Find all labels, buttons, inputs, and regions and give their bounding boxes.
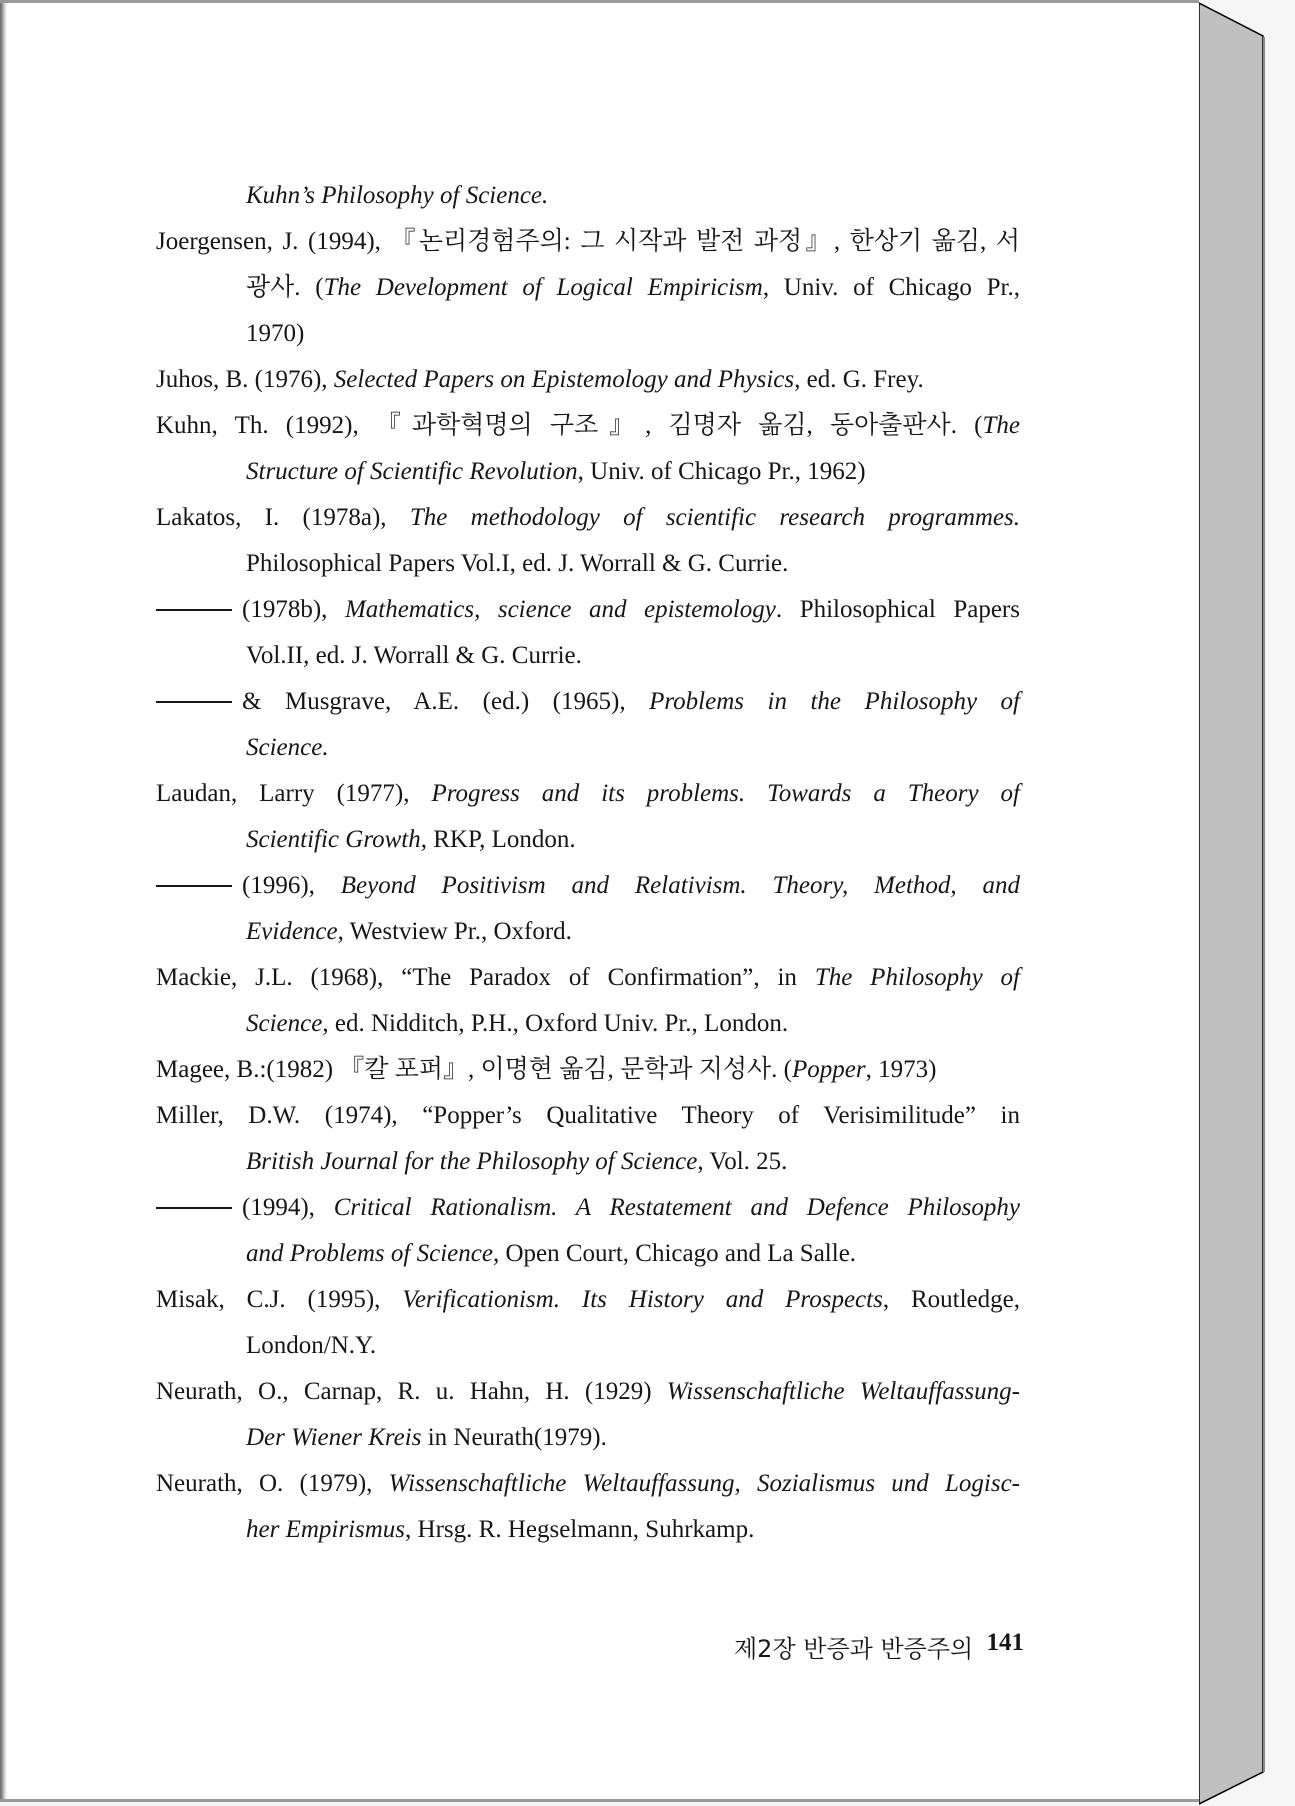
reference-line (156, 1415, 1020, 1461)
reference-entry (156, 173, 1020, 219)
citation-text: (1994), (242, 1194, 334, 1221)
title-text: British Journal for the Philosophy of Science (246, 1148, 698, 1175)
citation-text: 광사. ( (246, 274, 324, 301)
citation-text: Neurath, O., Carnap, R. u. Hahn, H. (1929) (156, 1378, 667, 1405)
reference-line (156, 1001, 1020, 1047)
citation-text: Misak, C.J. (1995), (156, 1286, 403, 1313)
reference-line (156, 219, 1020, 265)
reference-entry (156, 1093, 1020, 1185)
title-text: Mathematics, science and epistemology (344, 596, 776, 623)
reference-entry (156, 219, 1020, 357)
reference-entry (156, 495, 1020, 587)
reference-line (156, 863, 1020, 909)
reference-entry (156, 1185, 1020, 1277)
reference-entry (156, 1277, 1020, 1369)
citation-text: Magee, B.:(1982) 『칼 포퍼』, 이명현 옮김, 문학과 지성사. ( (156, 1056, 792, 1083)
citation-text: Philosophical Papers Vol.I, ed. J. Worrall & G. Currie. (246, 550, 789, 577)
citation-text: , RKP, London. (420, 826, 576, 853)
reference-line (156, 1277, 1020, 1323)
reference-entry (156, 1369, 1020, 1461)
citation-text: (1996), (242, 872, 341, 899)
citation-text: in Neurath(1979). (421, 1424, 607, 1451)
citation-text: , Open Court, Chicago and La Salle. (492, 1240, 857, 1267)
title-text: and Problems of Science (246, 1240, 493, 1267)
title-text: Evidence (246, 918, 338, 945)
citation-text: , 1973) (865, 1056, 937, 1083)
reference-line (156, 955, 1020, 1001)
citation-text: , Univ. of Chicago Pr., (762, 274, 1020, 301)
reference-line (156, 403, 1020, 449)
title-text: Popper (791, 1056, 866, 1083)
title-text: The Development of Logical Empiricism (323, 274, 763, 301)
title-text: Der Wiener Kreis (246, 1424, 422, 1451)
ditto-dash (156, 609, 232, 611)
title-text: Problems in the Philosophy of (649, 688, 1020, 715)
ditto-dash (156, 1207, 232, 1209)
running-footer (734, 1629, 1024, 1664)
title-text: The (982, 412, 1020, 439)
title-text: Wissenschaftliche Weltauffassung- (666, 1378, 1020, 1405)
title-text: Wissenschaftliche Weltauffassung, Sozialismus und Logisc- (388, 1470, 1020, 1497)
citation-text: Kuhn, Th. (1992), 『과학혁명의 구조』, 김명자 옮김, 동아출판사. ( (156, 412, 983, 439)
citation-text: & Musgrave, A.E. (ed.) (1965), (242, 688, 650, 715)
citation-text: . Philosophical Papers (775, 596, 1020, 623)
title-text: Beyond Positivism and Relativism. Theory, Method, and (340, 872, 1021, 899)
reference-entry (156, 587, 1020, 679)
reference-entry (156, 403, 1020, 495)
citation-text: , Vol. 25. (697, 1148, 788, 1175)
reference-entry (156, 1461, 1020, 1553)
reference-line (156, 1461, 1020, 1507)
title-text: Science (246, 1010, 323, 1037)
citation-text: Neurath, O. (1979), (156, 1470, 389, 1497)
chapter-title: 제2장 반증과 반증주의 (734, 1635, 974, 1663)
reference-line (156, 633, 1020, 679)
title-text: Scientific Growth (246, 826, 421, 853)
reference-line (156, 1231, 1020, 1277)
reference-line (156, 495, 1020, 541)
reference-entry (156, 679, 1020, 771)
reference-line (156, 357, 1020, 403)
title-text: Critical Rationalism. A Restatement and Defence Philosophy (333, 1194, 1020, 1221)
reference-line (156, 817, 1020, 863)
citation-text: Miller, D.W. (1974), “Popper’s Qualitative Theory of Verisimilitude” in (156, 1102, 1020, 1129)
citation-text: , Hrsg. R. Hegselmann, Suhrkamp. (405, 1516, 755, 1543)
title-text: Selected Papers on Epistemology and Physics (333, 366, 795, 393)
citation-text: 1970) (246, 320, 305, 347)
citation-text: Laudan, Larry (1977), (156, 780, 432, 807)
page-stack-bevel (1199, 0, 1265, 1806)
title-text: her Empirismus (246, 1516, 406, 1543)
citation-text: Vol.II, ed. J. Worrall & G. Currie. (246, 642, 582, 669)
reference-line (156, 1507, 1020, 1553)
citation-text: , Univ. of Chicago Pr., 1962) (577, 458, 866, 485)
citation-text: Juhos, B. (1976), (156, 366, 334, 393)
page-left-edge (0, 3, 7, 1799)
reference-entry (156, 357, 1020, 403)
citation-text: Joergensen, J. (1994), 『논리경험주의: 그 시작과 발전 과정』, 한상기 옮김, 서 (156, 228, 1020, 255)
page-number: 141 (986, 1629, 1024, 1656)
reference-line (156, 173, 1020, 219)
citation-text: , ed. G. Frey. (794, 366, 924, 393)
citation-text: , Routledge, (882, 1286, 1020, 1313)
reference-line (156, 1369, 1020, 1415)
reference-line (156, 1139, 1020, 1185)
title-text: Kuhn’s Philosophy of Science. (246, 182, 549, 209)
title-text: Structure of Scientific Revolution (246, 458, 578, 485)
citation-text: (1978b), (242, 596, 345, 623)
reference-line (156, 265, 1020, 311)
citation-text: Mackie, J.L. (1968), “The Paradox of Confirmation”, in (156, 964, 815, 991)
reference-line (156, 679, 1020, 725)
reference-line (156, 311, 1020, 357)
reference-line (156, 1185, 1020, 1231)
reference-line (156, 541, 1020, 587)
reference-line (156, 725, 1020, 771)
ditto-dash (156, 885, 232, 887)
reference-line (156, 449, 1020, 495)
reference-entry (156, 771, 1020, 863)
reference-entry (156, 955, 1020, 1047)
title-text: Science. (246, 734, 329, 761)
reference-entry (156, 863, 1020, 955)
title-text: The Philosophy of (814, 964, 1020, 991)
citation-text: London/N.Y. (246, 1332, 377, 1359)
ditto-dash (156, 701, 232, 703)
title-text: The methodology of scientific research programmes. (409, 504, 1020, 531)
citation-text: Lakatos, I. (1978a), (156, 504, 410, 531)
title-text: Verificationism. Its History and Prospects (402, 1286, 883, 1313)
bibliography-list (156, 173, 1020, 1553)
reference-line (156, 909, 1020, 955)
reference-line (156, 771, 1020, 817)
reference-line (156, 587, 1020, 633)
citation-text: , ed. Nidditch, P.H., Oxford Univ. Pr., London. (322, 1010, 789, 1037)
citation-text: , Westview Pr., Oxford. (337, 918, 572, 945)
reference-entry (156, 1047, 1020, 1093)
reference-line (156, 1093, 1020, 1139)
title-text: Progress and its problems. Towards a Theory of (431, 780, 1020, 807)
reference-line (156, 1323, 1020, 1369)
reference-line (156, 1047, 1020, 1093)
